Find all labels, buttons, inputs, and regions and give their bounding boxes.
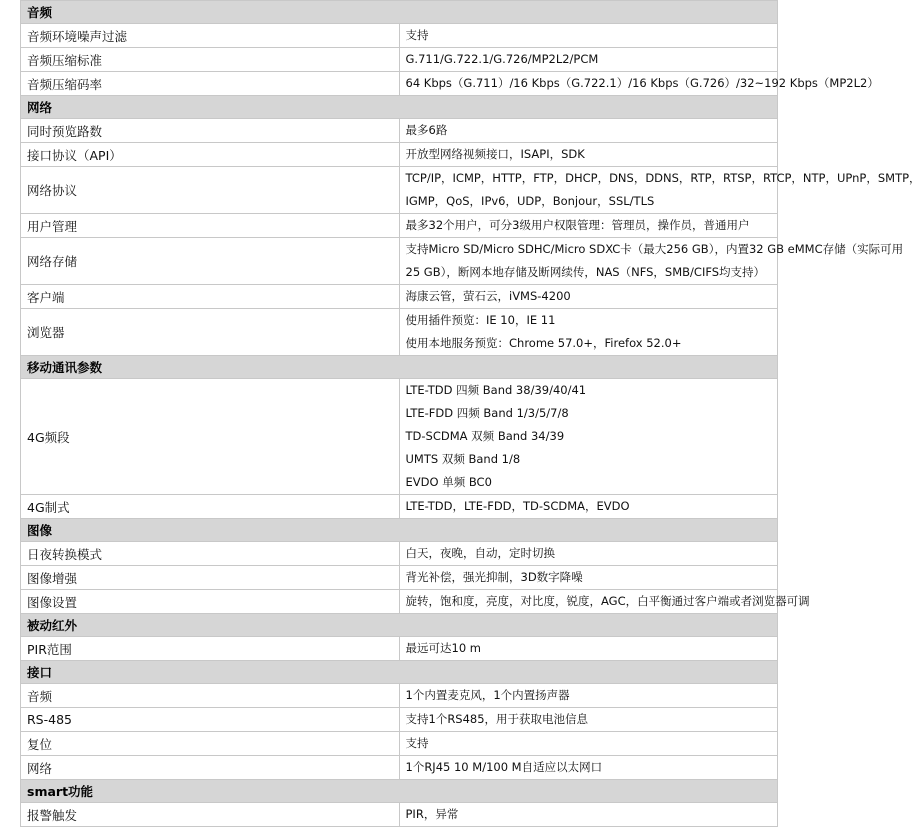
spec-value	[399, 143, 778, 167]
spec-value-line: 最多32个用户，可分3级用户权限管理：管理员，操作员，普通用户	[405, 218, 750, 232]
spec-row	[21, 379, 778, 495]
spec-label: 音频压缩码率	[21, 72, 400, 96]
spec-value	[399, 684, 778, 708]
spec-value-line: TD-SCDMA 双频 Band 34/39	[405, 429, 565, 443]
spec-value	[399, 637, 778, 661]
spec-row	[21, 756, 778, 780]
spec-value-line: LTE-TDD 四频 Band 38/39/40/41	[405, 383, 587, 397]
section-header-row	[21, 661, 778, 684]
section-title: 图像	[21, 519, 778, 542]
spec-label: 网络	[21, 756, 400, 780]
section-title: 音频	[21, 1, 778, 24]
spec-value-line: LTE-TDD，LTE-FDD，TD-SCDMA，EVDO	[405, 499, 630, 513]
spec-label: 4G频段	[21, 379, 400, 495]
spec-label: 网络协议	[21, 167, 400, 214]
spec-value-line: 使用插件预览：IE 10，IE 11	[405, 313, 556, 327]
spec-row	[21, 119, 778, 143]
spec-label: 同时预览路数	[21, 119, 400, 143]
spec-row	[21, 167, 778, 214]
spec-value	[399, 309, 778, 356]
spec-label: RS-485	[21, 708, 400, 732]
spec-table	[20, 0, 921, 827]
spec-value	[399, 542, 778, 566]
spec-value-line: 64 Kbps（G.711）/16 Kbps（G.722.1）/16 Kbps（G.726）/32~192 Kbps（MP2L2）	[405, 76, 879, 90]
spec-label: 浏览器	[21, 309, 400, 356]
spec-table-body	[21, 1, 921, 827]
spec-value	[399, 48, 778, 72]
spec-label: 音频	[21, 684, 400, 708]
spec-value	[399, 495, 778, 519]
spec-row	[21, 684, 778, 708]
spec-value-line: 支持	[405, 736, 429, 750]
spec-label: 4G制式	[21, 495, 400, 519]
spec-label: 图像设置	[21, 590, 400, 614]
spec-label: 音频压缩标准	[21, 48, 400, 72]
spec-label: 日夜转换模式	[21, 542, 400, 566]
spec-value	[399, 566, 778, 590]
spec-row	[21, 309, 778, 356]
spec-value-line: 1个内置麦克风，1个内置扬声器	[405, 688, 570, 702]
section-header-row	[21, 519, 778, 542]
spec-value-line: 支持1个RS485，用于获取电池信息	[405, 712, 589, 726]
section-title: 接口	[21, 661, 778, 684]
spec-row	[21, 238, 778, 285]
spec-row	[21, 566, 778, 590]
spec-value	[399, 732, 778, 756]
spec-row	[21, 24, 778, 48]
spec-value-line: 1个RJ45 10 M/100 M自适应以太网口	[405, 760, 603, 774]
spec-value-line: 支持	[405, 28, 429, 42]
spec-row	[21, 72, 778, 96]
spec-value-line: UMTS 双频 Band 1/8	[405, 452, 521, 466]
spec-label: 报警触发	[21, 803, 400, 827]
spec-value	[399, 379, 778, 495]
spec-row	[21, 590, 778, 614]
spec-label: 接口协议（API）	[21, 143, 400, 167]
spec-value-line: 最远可达10 m	[405, 641, 481, 655]
spec-label: 客户端	[21, 285, 400, 309]
spec-value	[399, 285, 778, 309]
spec-row	[21, 48, 778, 72]
spec-value-line: 背光补偿，强光抑制，3D数字降噪	[405, 570, 583, 584]
section-title: 移动通讯参数	[21, 356, 778, 379]
spec-value	[399, 119, 778, 143]
spec-row	[21, 285, 778, 309]
spec-value-line: G.711/G.722.1/G.726/MP2L2/PCM	[405, 52, 599, 66]
spec-label: 图像增强	[21, 566, 400, 590]
spec-value	[399, 803, 778, 827]
spec-row	[21, 637, 778, 661]
section-header-row	[21, 614, 778, 637]
spec-row	[21, 732, 778, 756]
spec-value	[399, 214, 778, 238]
spec-label: 音频环境噪声过滤	[21, 24, 400, 48]
spec-row	[21, 803, 778, 827]
section-header-row	[21, 1, 778, 24]
spec-value-line: 白天，夜晚，自动，定时切换	[405, 546, 555, 560]
spec-value	[399, 238, 904, 285]
spec-value	[399, 167, 921, 214]
spec-value	[399, 590, 810, 614]
spec-label: 复位	[21, 732, 400, 756]
spec-value-line: 海康云管，萤石云，iVMS-4200	[405, 289, 571, 303]
spec-value-line: IGMP，QoS，IPv6，UDP，Bonjour，SSL/TLS	[405, 194, 655, 208]
spec-value-line: EVDO 单频 BC0	[405, 475, 492, 489]
section-header-row	[21, 356, 778, 379]
spec-label: 网络存储	[21, 238, 400, 285]
spec-value-line: 25 GB），断网本地存储及断网续传，NAS（NFS，SMB/CIFS均支持）	[405, 265, 766, 279]
spec-value-line: PIR，异常	[405, 807, 459, 821]
spec-value-line: 最多6路	[405, 123, 448, 137]
spec-value-line: 支持Micro SD/Micro SDHC/Micro SDXC卡（最大256 GB），内置32 GB eMMC存储（实际可用	[405, 242, 904, 256]
spec-value-line: 旋转，饱和度，亮度，对比度，锐度，AGC，白平衡通过客户端或者浏览器可调	[405, 594, 810, 608]
spec-value	[399, 24, 778, 48]
spec-row	[21, 495, 778, 519]
spec-row	[21, 143, 778, 167]
spec-row	[21, 214, 778, 238]
spec-row	[21, 708, 778, 732]
section-title: 网络	[21, 96, 778, 119]
section-title: smart功能	[21, 780, 778, 803]
spec-value-line: LTE-FDD 四频 Band 1/3/5/7/8	[405, 406, 569, 420]
spec-value	[399, 72, 879, 96]
spec-label: 用户管理	[21, 214, 400, 238]
spec-label: PIR范围	[21, 637, 400, 661]
spec-value-line: 使用本地服务预览：Chrome 57.0+，Firefox 52.0+	[405, 336, 682, 350]
spec-value	[399, 708, 778, 732]
section-header-row	[21, 96, 778, 119]
section-header-row	[21, 780, 778, 803]
section-title: 被动红外	[21, 614, 778, 637]
spec-row	[21, 542, 778, 566]
spec-value-line: 开放型网络视频接口，ISAPI，SDK	[405, 147, 585, 161]
spec-value	[399, 756, 778, 780]
spec-value-line: TCP/IP，ICMP，HTTP，FTP，DHCP，DNS，DDNS，RTP，RTSP，RTCP，NTP，UPnP，SMTP，	[405, 171, 921, 185]
